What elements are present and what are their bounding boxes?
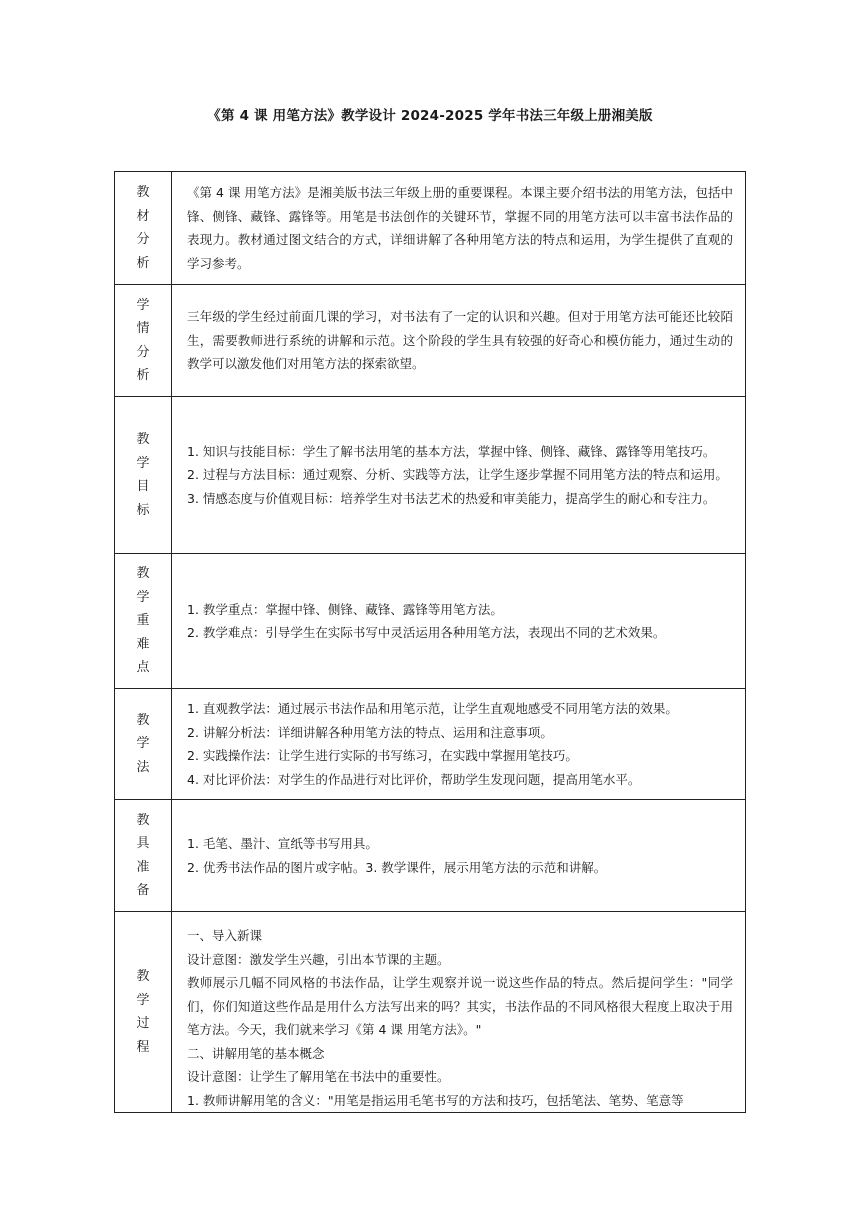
table-row-teaching-process	[115, 912, 746, 1113]
paragraph: 2. 教学难点：引导学生在实际书写中灵活运用各种用笔方法，表现出不同的艺术效果。	[187, 625, 666, 640]
paragraph: 1. 知识与技能目标：学生了解书法用笔的基本方法，掌握中锋、侧锋、藏锋、露锋等用笔技巧。	[187, 443, 716, 459]
paragraph: 二、讲解用笔的基本概念	[187, 1045, 325, 1061]
row-label: 教 材 分 析	[115, 172, 172, 285]
row-content	[172, 397, 746, 554]
table-row-teaching-objectives	[115, 397, 746, 554]
row-label: 教 学 过 程	[115, 912, 172, 1113]
paragraph: 1. 教师讲解用笔的含义："用笔是指运用毛笔书写的方法和技巧，包括笔法、笔势、笔意等	[187, 1092, 684, 1108]
paragraph: 1. 毛笔、墨汁、宣纸等书写用具。	[187, 836, 378, 851]
row-content	[172, 554, 746, 689]
table-row-student-analysis	[115, 285, 746, 397]
row-label: 教 学 法	[115, 689, 172, 800]
paragraph: 1. 教学重点：掌握中锋、侧锋、藏锋、露锋等用笔方法。	[187, 601, 503, 617]
row-content	[172, 285, 746, 397]
paragraph: 2. 优秀书法作品的图片或字帖。3. 教学课件，展示用笔方法的示范和讲解。	[187, 859, 607, 875]
row-label: 教 学 重 难 点	[115, 554, 172, 689]
row-label: 学 情 分 析	[115, 285, 172, 397]
paragraph: 1. 直观教学法：通过展示书法作品和用笔示范，让学生直观地感受不同用笔方法的效果。	[187, 701, 678, 716]
paragraph: 4. 对比评价法：对学生的作品进行对比评价，帮助学生发现问题，提高用笔水平。	[187, 771, 641, 787]
paragraph: 设计意图：让学生了解用笔在书法中的重要性。	[187, 1069, 450, 1084]
paragraph: 3. 情感态度与价值观目标：培养学生对书法艺术的热爱和审美能力，提高学生的耐心和专注力。	[187, 490, 716, 506]
table-row-teaching-methods	[115, 689, 746, 800]
row-label: 教 学 目 标	[115, 397, 172, 554]
paragraph: 设计意图：激发学生兴趣，引出本节课的主题。	[187, 951, 450, 967]
paragraph: 一、导入新课	[187, 928, 263, 943]
row-label: 教 具 准 备	[115, 800, 172, 912]
lesson-plan-table	[114, 171, 746, 1113]
table-row-materials	[115, 800, 746, 912]
paragraph: 三年级的学生经过前面几课的学习，对书法有了一定的认识和兴趣。但对于用笔方法可能还比较陌生，需要教师进行系统的讲解和示范。这个阶段的学生具有较强的好奇心和模仿能力，通过生动的教学可以激发他们对用笔方法的探索欲望。	[187, 309, 733, 372]
paragraph: 2. 过程与方法目标：通过观察、分析、实践等方法，让学生逐步掌握不同用笔方法的特点和运用。	[187, 467, 728, 483]
document-title: 《第 4 课 用笔方法》教学设计 2024-2025 学年书法三年级上册湘美版	[207, 108, 653, 124]
table-row-textbook-analysis	[115, 172, 746, 285]
paragraph: 教师展示几幅不同风格的书法作品，让学生观察并说一说这些作品的特点。然后提问学生："同学们，你们知道这些作品是用什么方法写出来的吗？其实，书法作品的不同风格很大程度上取决于用笔方法。今天，我们就来学习《第 4 课 用笔方法》。"	[187, 975, 733, 1037]
paragraph: 2. 实践操作法：让学生进行实际的书写练习，在实践中掌握用笔技巧。	[187, 748, 578, 763]
row-content	[172, 172, 746, 285]
paragraph: 2. 讲解分析法：详细讲解各种用笔方法的特点、运用和注意事项。	[187, 724, 553, 740]
row-content	[172, 689, 746, 800]
row-content	[172, 912, 746, 1113]
table-row-key-points	[115, 554, 746, 689]
row-content	[172, 800, 746, 912]
paragraph: 《第 4 课 用笔方法》是湘美版书法三年级上册的重要课程。本课主要介绍书法的用笔方法，包括中锋、侧锋、藏锋、露锋等。用笔是书法创作的关键环节，掌握不同的用笔方法可以丰富书法作品的表现力。教材通过图文结合的方式，详细讲解了各种用笔方法的特点和运用，为学生提供了直观的学习参考。	[187, 185, 733, 271]
